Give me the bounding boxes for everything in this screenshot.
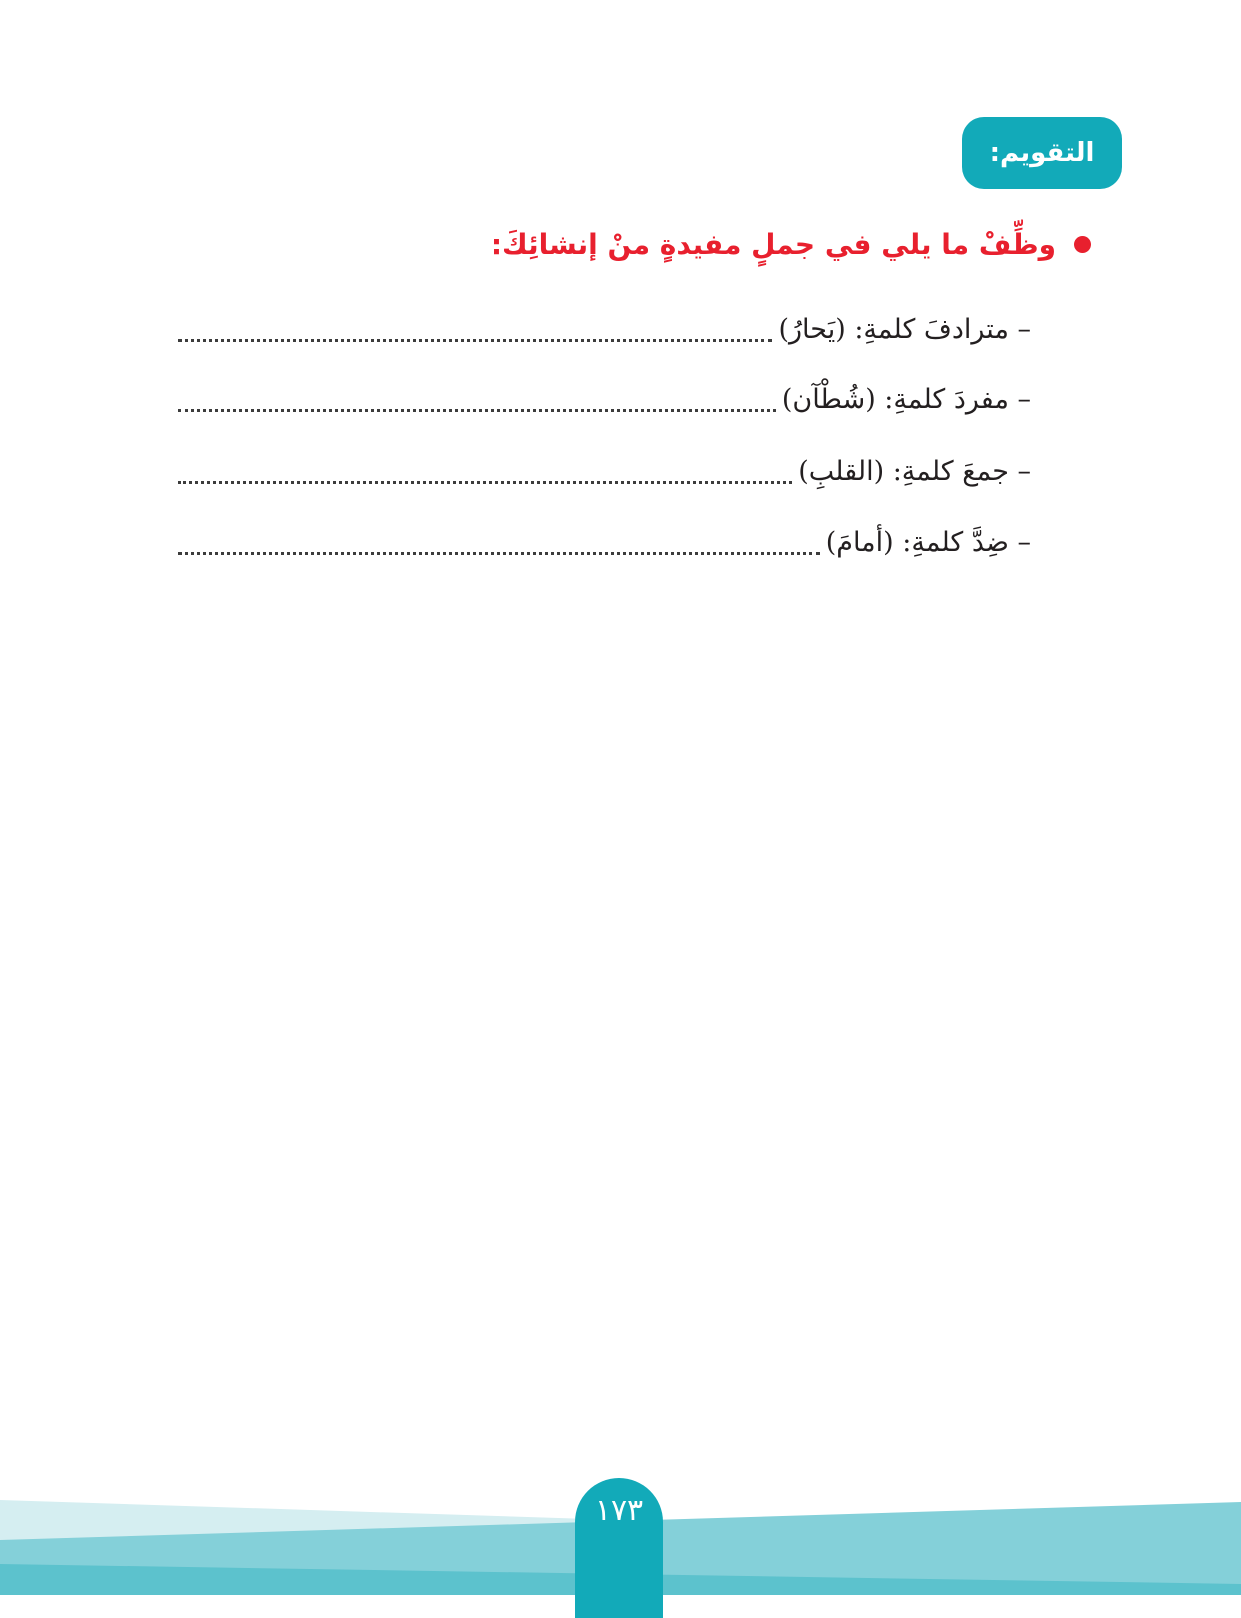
page-number: ١٧٣ <box>575 1478 663 1618</box>
exercise-prompt: – مترادفَ كلمةِ: (يَحارُ) <box>778 314 1031 345</box>
exercise-item <box>178 444 1031 494</box>
exercise-instruction <box>491 218 1091 270</box>
exercise-item <box>178 515 1031 565</box>
answer-blank[interactable] <box>178 408 776 412</box>
answer-blank[interactable] <box>178 551 820 555</box>
exercise-prompt: – جمعَ كلمةِ: (القلبِ) <box>798 456 1031 487</box>
instruction-text: وظِّفْ ما يلي في جملٍ مفيدةٍ منْ إنشائِكَ: <box>490 227 1056 261</box>
section-heading-badge: التقويم: <box>962 117 1122 189</box>
bullet-icon <box>1074 236 1091 253</box>
exercise-item <box>178 372 1031 422</box>
answer-blank[interactable] <box>178 480 792 484</box>
exercise-prompt: – مفردَ كلمةِ: (شُطْآن) <box>781 384 1031 415</box>
exercise-item <box>178 302 1031 352</box>
exercise-prompt: – ضِدَّ كلمةِ: (أمامَ) <box>825 527 1031 558</box>
answer-blank[interactable] <box>178 338 772 342</box>
